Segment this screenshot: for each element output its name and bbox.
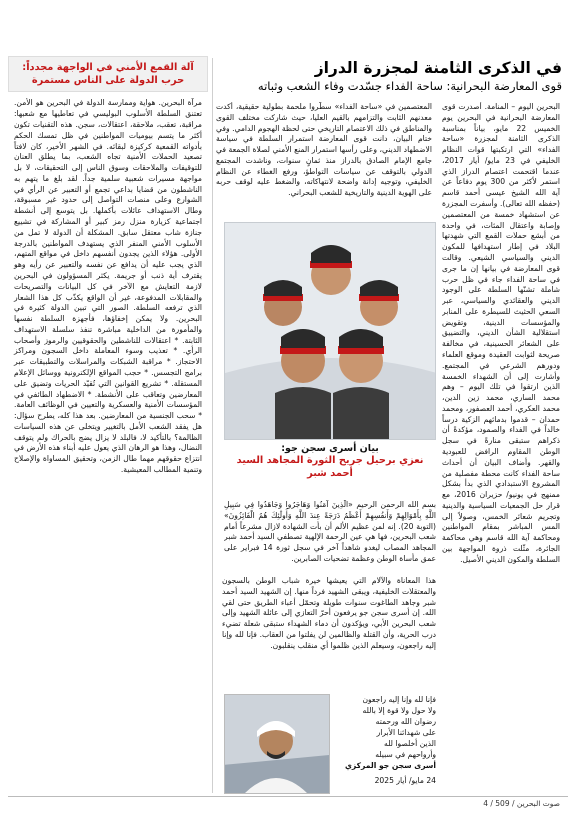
headline-title: في الذكرى الثامنة لمجزرة الدراز — [314, 59, 562, 77]
signoff-line6: وأرواحهم في سبيله — [375, 750, 436, 759]
statement-signoff — [334, 694, 436, 786]
signoff-line2: ولا حول ولا قوة إلا بالله — [362, 706, 436, 715]
portrait-graphic — [224, 695, 329, 794]
sidebar-body: مرآة البحرين. هواية وممارسة الدولة في البحرين هو الأمن. تعتنق السلطة الأسلوب البوليسي في تعاطيها مع شعبها: مراقبة، تعقب، ملاحقة، اعتقالات، سجن. هذه التقنيات تكون أكثر ما يتسم بيوميات المواطنين في ظل تمسك الحكم بأدواته القمعية كركيزة لبقائه. في الشهر الأخير، كان لافتاً تصعيد الحملات الأمنية تجاه الشعب، بما يطلق العنان للتوقيفات والملاحقات وسوق الناس إلى التحقيقات، لا بل مواجهة مسيرات شعبية سلمية جداً. لقد بلغ ما يتهم به الناشطون من قضايا بداعي تجمع أو التعبير عن الرأي في الشوارع وعلى منصات التواصل إلى حدود غير مسبوقة، وطال الاستهداف عائلات بأكملها. بل يتوسع إلى أنشطة اجتماعية كزيارة منزل رمز كبير أو المشاركة في تشييع جنازة شاب معتقل سابق. المشكلة أن الدولة لا تمل من الأسلوب الأمني المنفر الذي يستهدف المواطنين بالدرجة الأولى. هؤلاء الذين يجدون أنفسهم داخل في مواقع المتهم، الذي يجب عليه أن يدافع عن نفسه والتعبير عن رأيه وهو يقترف أية ذنب أو جريمة. يكثر المسؤولون في البحرين لازمة التعايش مع الآخر في كل البيانات والتصريحات والمقابلات المدفوعة، غير أن الواقع يكذّب كل هذا الشعار الذي ترفعه السلطة. الصور التي تبين الدولة كثيرة في البحرين. ولا يمكن إخفاؤها، فأجهزة السلطة نفسها والمأمورة من الداخلية مباشرة تنفذ سلسلة الاستهداف الثابتة. * اعتقالات للناشطين والحقوقيين والرموز وأصحاب الرأي. * تعذيب وسوء المعاملة داخل السجون ومراكز الاحتجاز. * مراقبة الشبكات والمراسلات والتطبيقات عبر برامج التجسس. * حجب المواقع الإلكترونية ووسائل الإعلام المستقلة. * تشريع القوانين التي تُقيّد الحريات وتضيق على المعارضين وتعاقب على الأنشطة. * الاضطهاد الطائفي في المؤسسات الأمنية والعسكرية والتعيين في الوظائف العامة. * سحب الجنسية من المعارضين. بعد هذا كله، يطرح سؤال: هل يفقد الشعب الأمل بالتغيير ويتخلى عن هذه السياسات الظالمة؟ بالتأكيد لا، فالبلد لا يزال يضج بالحراك ولم يتوقف النضال، وهذا هو الرهان الذي يعول عليه أبناء هذه الأرض في انتزاع حقوقهم مهما طال الزمن، وتحقيق المساواة والإصلاح وتنمية المطالب المعيشية. — [14, 98, 202, 474]
poster-caption-line2: نعزي برحيل جريح الثورة المجاهد السيد أحمد شبر — [236, 455, 424, 480]
page-footer: صوت البحرين / 509 / 4 — [483, 799, 560, 808]
poster-caption — [224, 443, 436, 481]
signoff-line1: فإنا لله وإنا إليه راجعون — [362, 695, 436, 704]
article-column-middle: المعتصمين في «ساحة الفداء» سطّروا ملحمة بطولية حقيقية، أكدت معدنهم الثابت والتزامهم بالقيم العليا، حيث شاركت مختلف القوى والمناطق في ذلك الاعتصام التاريخي حتى لحظة الهجوم الدامي. وفي ختام البيان، دانت قوى المعارضة استمرار السلطة في سياسة الاضطهاد الديني، وعلى رأسها استمرار المنع الأمني لصلاة الجمعة في جامع الإمام الصادق بالدراز منذ ثمانٍ سنوات، وناشدت المجتمع الدولي بالتوقف عن سياسات التواطؤ، ورفع الغطاء عن النظام الخليفي، وتوجيه إدانة واضحة لانتهاكاته، والضغط عليه لوقف حربه على الهوية الدينية والتاريخية للشعب البحراني. — [216, 102, 432, 198]
footer-divider — [8, 796, 568, 797]
signoff-line3: رضوان الله ورحمته — [375, 717, 436, 726]
martyrs-poster-graphic — [225, 223, 436, 440]
martyrs-poster-image — [224, 222, 436, 440]
sidebar-title: آلة القمع الأمني في الواجهة مجدداً: حرب الدولة على الناس مستمرة — [8, 56, 208, 92]
signoff-author: أسرى سجن جو المركزي — [344, 761, 436, 770]
statement-body: هذا المعاناة والآلام التي يعيشها خيرة شباب الوطن بالسجون والمعتقلات الخليفية، ويبقى الشهيد فرداً منها. إن الشهيد السيد أحمد شبر وجاهد الطاغوت سنوات طويلة وتحمّل أعباء الطريق حتى لقي الله. إن أسرى سجن جو يرفعون أحرّ التعازي إلى عائلة الشهيد وإلى شعب البحرين الأبي، ويؤكدون أن دماء الشهداء ستبقى شعلة تضيء درب الحرية، وأن القتلة والظالمين لن يفلتوا من العقاب. فإنا لله وإنا إليه راجعون، وسيعلم الذين ظلموا أي منقلب ينقلبون. — [222, 576, 436, 650]
signoff-line4: على شهدائنا الأبرار — [376, 728, 436, 737]
sidebar-divider — [212, 58, 213, 793]
statement-opening: بسم الله الرحمن الرحيم «الَّذِينَ آمَنُوا وَهَاجَرُوا وَجَاهَدُوا فِي سَبِيلِ اللَّهِ بِأَمْوَالِهِمْ وَأَنفُسِهِمْ أَعْظَمُ دَرَجَةً عِندَ اللَّهِ وَأُولَٰئِكَ هُمُ الْفَائِزُونَ» (التوبة 20). إنه لمن عظيم الألم أن بأت الشهادة لازال مشرعاً أمام شعب البحرين، فها هي عين الرحمة الإلهية تصطفي السيد أحمد شبر المجاهد المصاب ليغدو شاهداً آخر في سجل ثورة 14 فبراير على عمق مأساة الوطن وعظمة تضحيات الصابرين. — [224, 500, 436, 563]
article-column-right: البحرين اليوم – المنامة. أصدرت قوى المعارضة البحرانية في البحرين يوم الخميس 22 مايو، بياناً بمناسبة الذكرى الثامنة لمجزرة «ساحة الفداء» التي ارتكبتها قوات النظام الخليفي في 23 مايو/ أيار 2017، عندما اقتحمت اعتصام الدراز الذي استمر لأكثر من 300 يوم دفاعاً عن آية الله الشيخ عيسى أحمد قاسم (حفظه الله تعالى). وأسفرت المجزرة عن استشهاد خمسة من المعتصمين وإصابة واعتقال المئات، في واحدة من أبشع حملات القمع التي شهدتها البلاد في إطار استهدافها للمكون الديني والسياسي الشيعي. وقالت قوى المعارضة في بيانها إن ما جرى في ساحة الفداء جاء في ظل حرب شاملة تشنّها السلطة على الوجود الديني والعقائدي والسياسي، عبر السعي الحثيث للسيطرة على المنابر والمؤسسات الدينية، وتقويض استقلالية الشأن الديني، والتضييق على الشعائر الحسينية، في مخالفة صريحة لثوابت العقيدة وموقع العلماء ودورهم الشرعي في المجتمع. وأشارت إلى أن الشهداء الخمسة الذين ارتقوا في تلك اليوم – وهم محمد الساري، محمد زين الدين، محمد العكري، أحمد العصفور، ومحمد حمدان – قدموا بدمائهم الزكية درساً خالداً في الفداء والصمود، مؤكدةً أن ذكراهم ستبقى منارةً في سجل الوطن المقاوم الرافض للعبودية والقهر. وأضاف البيان أن أحداث ساحة الفداء كانت محطة مفصلية من المشروع الاستبدادي الذي بدأ بشكل ممنهج في يونيو/ حزيران 2016، مع قرار حل الجمعيات السياسية والدينية وتجريم شعائر الخمس، وصولاً إلى المس المباشر بمقام المواطنين ومحاكمة آية الله قاسم وهي محاكمة الجائرة، مثّلت ذروة المواجهة بين السلطة والمكون الديني الأصيل. — [442, 102, 560, 564]
headline-subtitle: قوى المعارضة البحرانية: ساحة الفداء جسّدت وفاء الشعب وثباته — [257, 79, 562, 93]
sidebar-article — [8, 56, 208, 778]
portrait-photo — [224, 694, 330, 794]
signoff-date: 24 مايو/ أيار 2025 — [374, 776, 436, 785]
signoff-line5: الذين أخلصوا لله — [384, 739, 436, 748]
poster-caption-line1: بيان أسرى سجن جو: — [281, 443, 379, 454]
